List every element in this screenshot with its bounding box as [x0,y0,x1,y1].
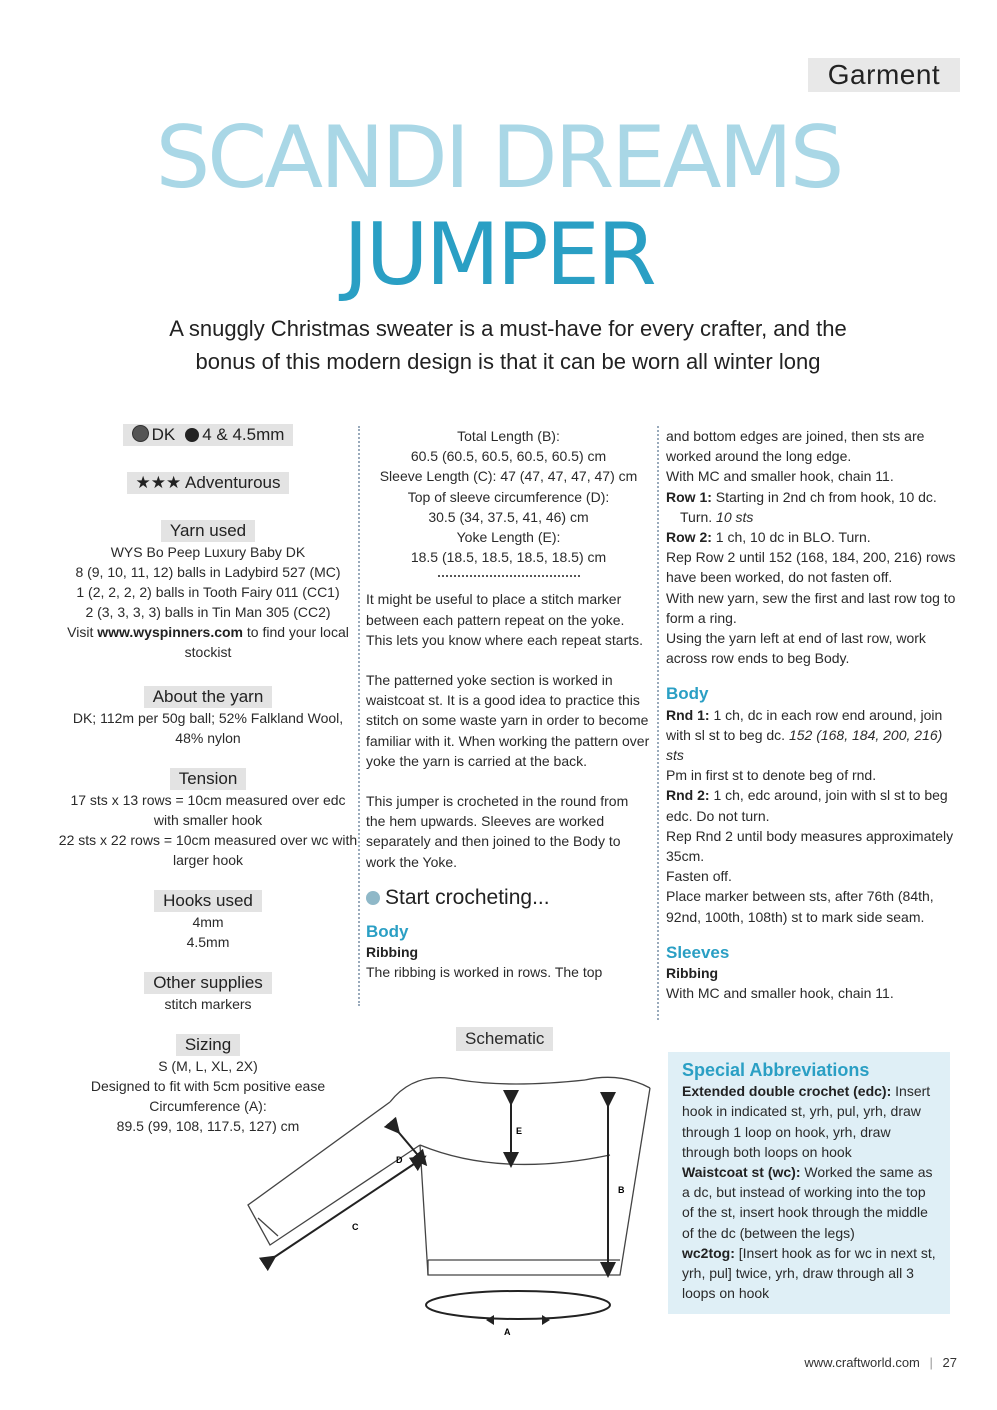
measurement-line: Top of sleeve circumference (D): [407,488,610,505]
yarn-line: WYS Bo Peep Luxury Baby DK [110,544,306,560]
start-label: Start crocheting... [385,885,550,909]
rnd-2-label: Rnd 2: [666,787,710,804]
abbr-edc-text: Insert hook in indicated st, yrh, pul, yrh, draw through 1 loop on hook, yrh, draw through both loops on hook [682,1083,931,1160]
abbr-wc2tog-text: [Insert hook as for wc in next st, yrh, pul] twice, yrh, draw through all 3 loops on hook [682,1244,936,1302]
hooks-heading: Hooks used [154,890,262,912]
yarn-used-heading: Yarn used [161,520,255,542]
yarn-ball-icon [132,425,149,442]
stockist-text [58,622,358,662]
body-heading: Body [366,922,409,942]
about-yarn-text: DK; 112m per 50g ball; 52% Falkland Wool, 48% nylon [72,710,344,746]
difficulty-pill [127,472,290,494]
section-tag: Garment [808,58,960,92]
turn: Turn. [680,508,717,525]
abbr-wc-text: Worked the same as a dc, but instead of working into the top of the st, insert hook through the middle of the dc (between the legs) [682,1164,933,1241]
row-1 [666,487,956,507]
hook-line: 4mm [192,914,224,930]
tension-line: 22 sts x 22 rows = 10cm measured over wc with larger hook [58,832,358,868]
ribbing-text: The ribbing is worked in rows. The top [366,964,603,981]
body-heading: Body [666,684,709,704]
row-2-label: Row 2: [666,529,712,546]
instruction: With MC and smaller hook, chain 11. [666,468,894,485]
stitch-count: 152 (168, 184, 200, 216) sts [666,726,943,764]
dimension-a-arrowhead [486,1315,494,1325]
ribbing-heading: Ribbing [366,944,419,961]
yarn-weight: DK [151,425,176,444]
start-bullet-icon [366,891,380,905]
rnd-1-label: Rnd 1: [666,706,710,723]
intro-text: A snuggly Christmas sweater is a must-have for every crafter, and the bonus of this modern design is that it can be worn all winter long [169,316,847,374]
visit-pre: Visit [67,624,98,640]
row-2 [666,527,956,547]
measurement-line: Sleeve Length (C): 47 (47, 47, 47, 47) cm [379,468,638,485]
middle-column [366,426,651,983]
dimension-a-label: A [504,1327,511,1337]
measurement-line: Total Length (B): [457,428,560,444]
difficulty-label: Adventurous [185,473,281,492]
tension-line: 17 sts x 13 rows = 10cm measured over edc with smaller hook [70,792,346,828]
start-crocheting-heading [366,885,651,909]
yarn-line: 8 (9, 10, 11, 12) balls in Ladybird 527 (MC) [75,564,341,580]
other-supplies-heading: Other supplies [144,972,272,994]
measurement-line: 18.5 (18.5, 18.5, 18.5, 18.5) cm [410,549,607,566]
dimension-a-ellipse [426,1291,610,1319]
dimension-c-arrow [270,1160,420,1260]
abbr-wc-label: Waistcoat st (wc): [682,1164,801,1181]
ribbing-heading: Ribbing [666,965,719,982]
stitch-count: 10 sts [716,508,754,525]
yarn-line: 1 (2, 2, 2, 2) balls in Tooth Fairy 011 (CC1) [76,584,340,600]
instruction: Rep Row 2 until 152 (168, 184, 200, 216) rows have been worked, do not fasten off. [666,549,956,586]
sizing-line: 89.5 (99, 108, 117.5, 127) cm [116,1118,300,1134]
visit-post: to find your local stockist [184,624,349,660]
sizing-line: Circumference (A): [149,1098,267,1114]
yoke-note: The patterned yoke section is worked in waistcoat st. It is a good idea to practice this stitch on some waste yarn in order to become familiar with it. When working the pattern over yoke the yarn is carried at the back. [366,672,650,769]
jumper-outline [248,1077,650,1275]
row-1-turn [666,507,956,527]
instruction: Place marker between sts, after 76th (84th, 92nd, 100th, 108th) st to mark side seam. [666,888,934,925]
dimension-a-arrowhead [542,1315,550,1325]
column-divider [358,426,360,1006]
construction-note: This jumper is crocheted in the round from the hem upwards. Sleeves are worked separately and then joined to the Body to work the Yoke. [366,793,629,870]
abbr-wc2tog [682,1243,938,1304]
rnd-1 [666,705,956,766]
column-divider [657,426,659,1020]
page-footer [804,1355,957,1370]
sizing-line: S (M, L, XL, 2X) [158,1058,258,1074]
title-line-2: JUMPER [343,205,654,305]
hook-line: 4.5mm [186,934,230,950]
instruction: With new yarn, sew the first and last row tog to form a ring. [666,589,956,626]
sizing-line: Designed to fit with 5cm positive ease [90,1078,326,1094]
footer-separator: | [929,1355,933,1370]
footer-url[interactable]: www.craftworld.com [804,1355,920,1370]
instruction: and bottom edges are joined, then sts are worked around the long edge. [666,428,925,465]
stitch-marker-tip: It might be useful to place a stitch marker between each pattern repeat on the yoke. This lets you know where each repeat starts. [366,591,644,648]
rnd-2-text: 1 ch, edc around, join with sl st to beg edc. Do not turn. [666,787,948,824]
instruction: Fasten off. [666,868,732,885]
measurement-line: 60.5 (60.5, 60.5, 60.5, 60.5) cm [410,448,607,465]
abbr-wc2tog-label: wc2tog: [682,1244,735,1261]
yarn-line: 2 (3, 3, 3, 3) balls in Tin Man 305 (CC2) [85,604,331,620]
hook-icon [185,428,199,442]
difficulty-stars: ★★★ [135,473,182,492]
sizing-heading: Sizing [176,1034,240,1056]
rnd-2 [666,785,956,825]
measurement-line: 30.5 (34, 37.5, 41, 46) cm [428,508,589,525]
instruction: With MC and smaller hook, chain 11. [666,985,894,1002]
dimension-d-label: D [396,1155,403,1165]
instruction: Pm in first st to denote beg of rnd. [666,767,877,784]
instruction: Rep Rnd 2 until body measures approximately 35cm. [666,827,954,865]
dotted-rule [438,575,580,577]
dimension-c-label: C [352,1222,359,1232]
title-line-1: SCANDI DREAMS [155,108,842,208]
about-yarn-heading: About the yarn [144,686,273,708]
row-1-text: Starting in 2nd ch from hook, 10 dc. [711,488,937,505]
tension-heading: Tension [170,768,247,790]
rnd-1-text: 1 ch, dc in each row end around, join with sl st to beg dc. [666,706,943,743]
info-column [58,422,358,1136]
yarn-weight-pill [123,424,294,446]
sleeves-heading: Sleeves [666,942,730,962]
abbr-wc [682,1162,938,1243]
other-supplies-text: stitch markers [164,996,252,1012]
row-2-text: 1 ch, 10 dc in BLO. Turn. [711,529,871,546]
schematic-heading: Schematic [456,1027,553,1051]
instruction: Using the yarn left at end of last row, work across row ends to beg Body. [666,630,926,667]
right-column [666,426,956,1003]
measurement-line: Yoke Length (E): [456,529,561,546]
schematic-diagram [240,1060,660,1350]
abbr-edc-label: Extended double crochet (edc): [682,1083,892,1100]
dimension-e-label: E [516,1126,523,1136]
row-1-label: Row 1: [666,488,712,505]
dimension-b-label: B [618,1185,625,1195]
abbreviations-heading: Special Abbreviations [682,1060,870,1080]
special-abbreviations-box [668,1052,950,1314]
abbr-edc [682,1081,938,1162]
hook-sizes: 4 & 4.5mm [202,425,285,444]
page-number: 27 [942,1355,957,1370]
website-link[interactable]: www.wyspinners.com [97,624,243,640]
